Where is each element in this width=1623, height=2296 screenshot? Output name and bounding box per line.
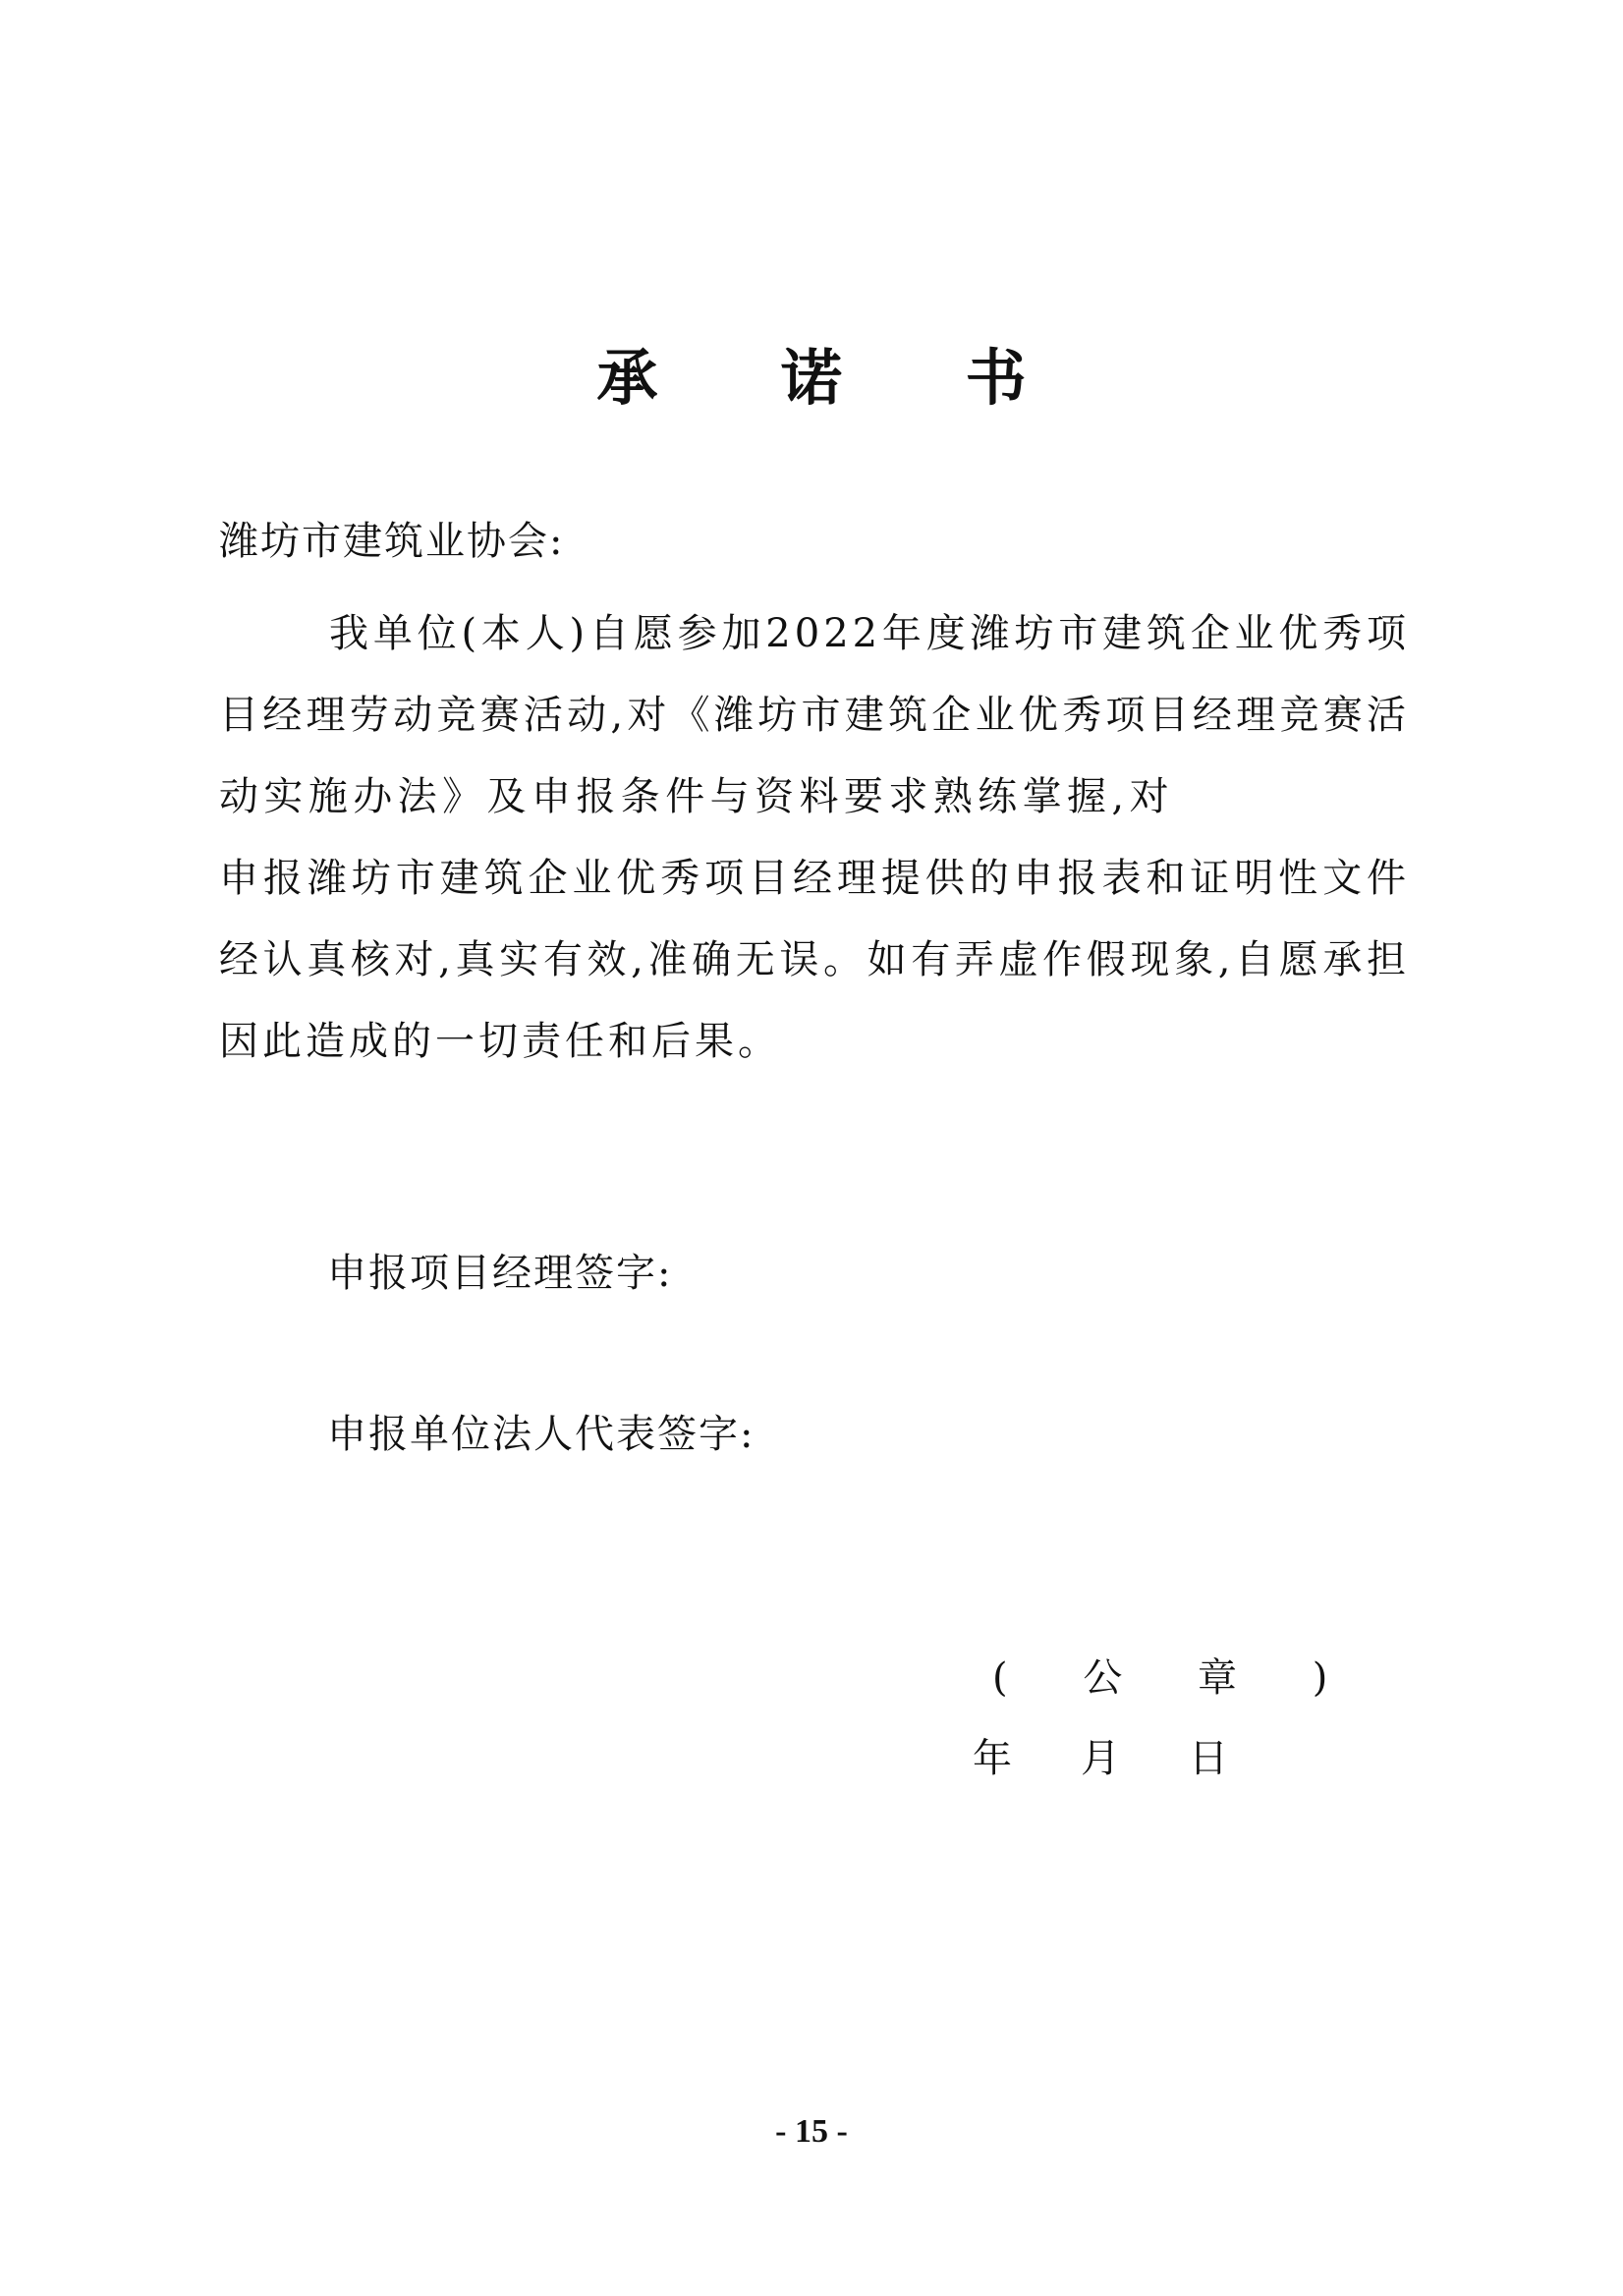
- project-manager-signature-label: 申报项目经理签字:: [327, 1251, 673, 1296]
- official-seal-label: ( 公 章 ): [992, 1655, 1360, 1701]
- page-number: - 15 -: [775, 2113, 848, 2150]
- date-day-label: 日: [1189, 1736, 1228, 1781]
- commitment-body: [219, 593, 1410, 1083]
- paragraph-part-1: 我单位(本人)自愿参加2022年度潍坊市建筑企业优秀项目经理劳动竞赛活动,对《潍坊市建筑企业优秀项目经理竞赛活动实施办法》及申报条件与资料要求熟练掌握,对: [219, 611, 1410, 819]
- legal-representative-signature-label: 申报单位法人代表签字:: [327, 1412, 756, 1457]
- commitment-paragraph: [219, 593, 1410, 1083]
- addressee: 潍坊市建筑业协会:: [219, 519, 565, 564]
- document-title: 承 诺 书: [596, 342, 1078, 414]
- date-year-label: 年: [973, 1736, 1012, 1781]
- paragraph-part-2: 申报潍坊市建筑企业优秀项目经理提供的申报表和证明性文件经认真核对,真实有效,准确无误。如有弄虚作假现象,自愿承担因此造成的一切责任和后果。: [219, 856, 1410, 1064]
- date-row: [973, 1731, 1228, 1786]
- date-month-label: 月: [1081, 1736, 1120, 1781]
